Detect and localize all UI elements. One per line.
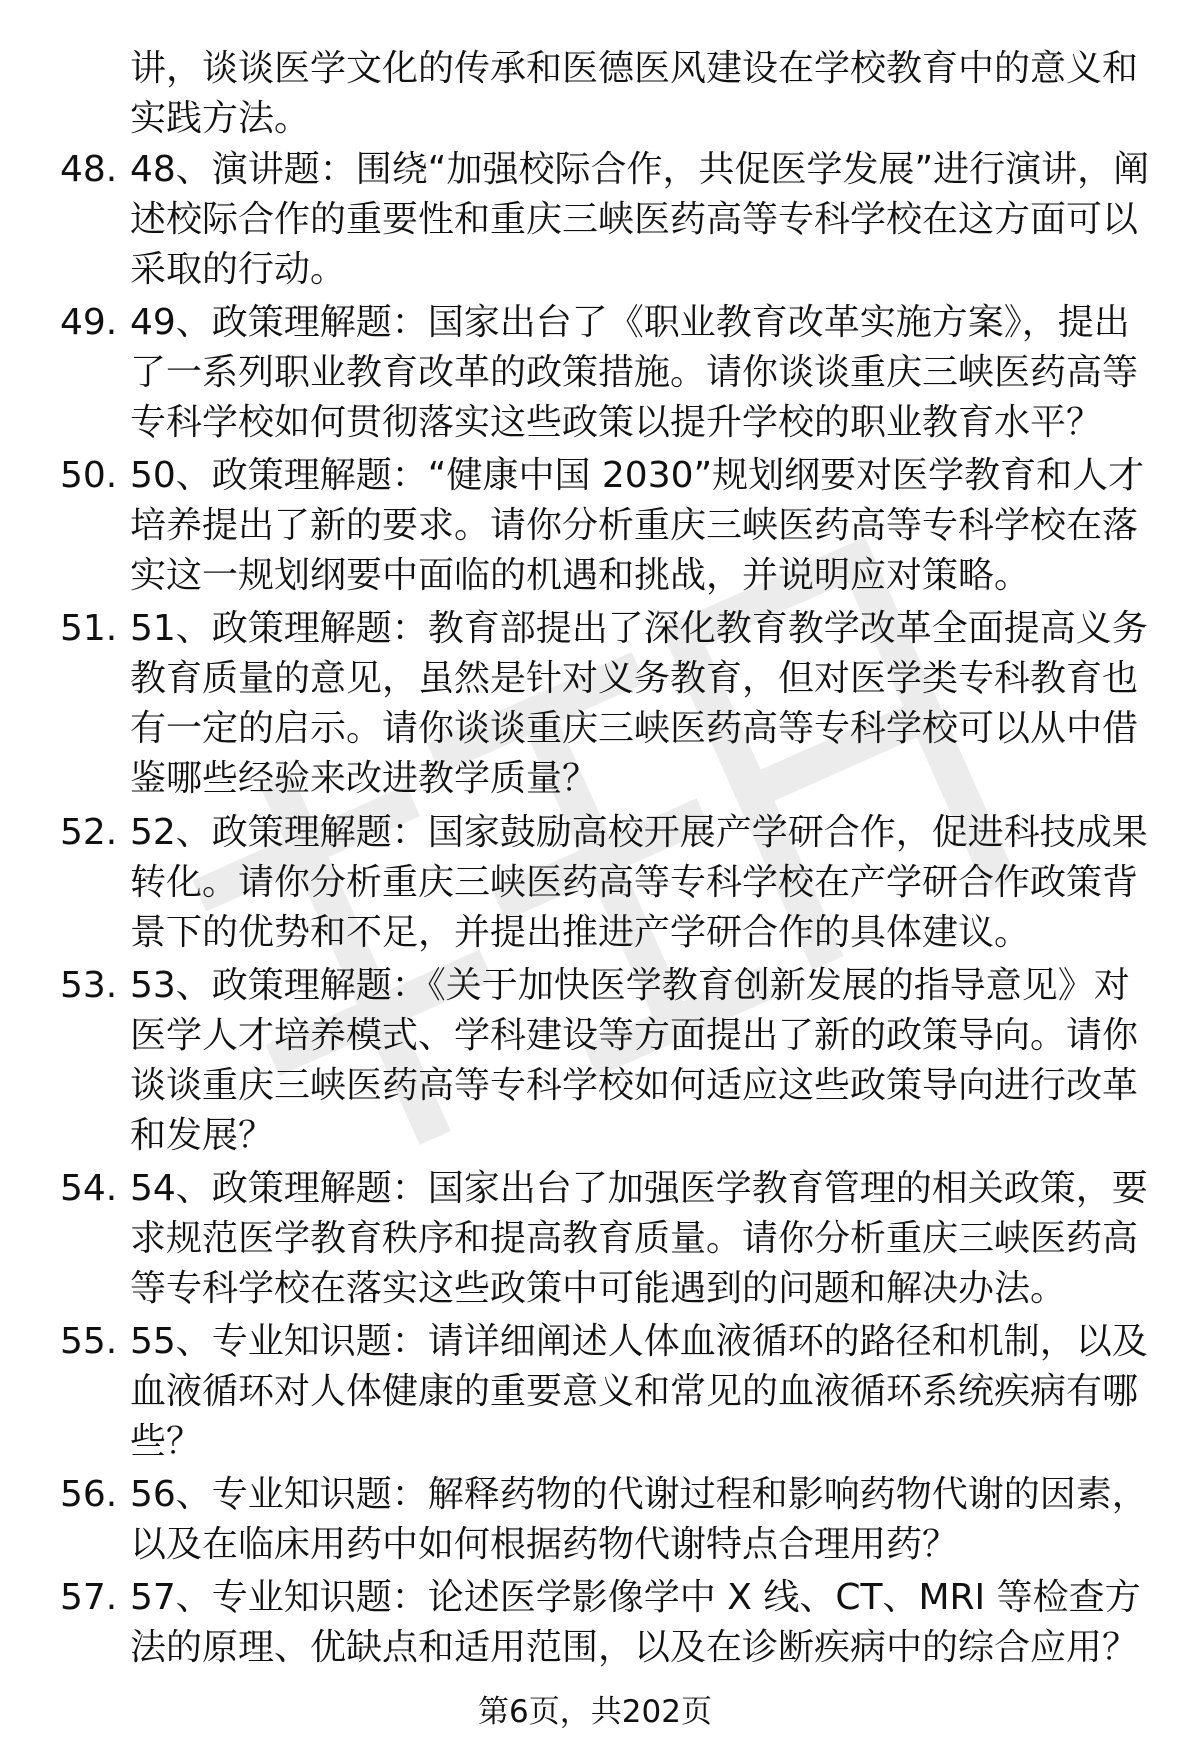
question-number: 53.	[60, 965, 118, 1006]
question-text: 50、政策理解题：“健康中国 2030”规划纲要对医学教育和人才培养提出了新的要求。请你分析重庆三峡医药高等专科学校在落实这一规划纲要中面临的机遇和挑战，并说明应对策略。	[130, 455, 1145, 596]
question-number: 51.	[60, 608, 118, 649]
question-number: 57.	[60, 1577, 118, 1618]
page-footer	[0, 1692, 1190, 1732]
question-text: 53、政策理解题：《关于加快医学教育创新发展的指导意见》对医学人才培养模式、学科建设等方面提出了新的政策导向。请你谈谈重庆三峡医药高等专科学校如何适应这些政策导向进行改革和发展？	[130, 965, 1139, 1156]
question-number: 50.	[60, 455, 118, 496]
continuation-paragraph: 讲，谈谈医学文化的传承和医德医风建设在学校教育中的意义和实践方法。	[130, 48, 1139, 139]
question-number: 52.	[60, 812, 118, 853]
question-text: 51、政策理解题：教育部提出了深化教育教学改革全面提高义务教育质量的意见，虽然是针对义务教育，但对医学类专科教育也有一定的启示。请你谈谈重庆三峡医药高等专科学校可以从中借鉴哪些经验来改进教学质量？	[130, 608, 1148, 799]
question-text: 57、专业知识题：论述医学影像学中 X 线、CT、MRI 等检查方法的原理、优缺点和适用范围，以及在诊断疾病中的综合应用？	[130, 1577, 1141, 1668]
question-number: 55.	[60, 1321, 118, 1362]
question-number: 49.	[60, 302, 118, 343]
question-text: 55、专业知识题：请详细阐述人体血液循环的路径和机制，以及血液循环对人体健康的重要意义和常见的血液循环系统疾病有哪些？	[130, 1321, 1148, 1462]
question-text: 49、政策理解题：国家出台了《职业教育改革实施方案》，提出了一系列职业教育改革的政策措施。请你谈谈重庆三峡医药高等专科学校如何贯彻落实这些政策以提升学校的职业教育水平？	[130, 302, 1139, 443]
question-number: 56.	[60, 1474, 118, 1515]
page-number-label: 第6页，共202页	[478, 1694, 712, 1730]
question-text: 56、专业知识题：解释药物的代谢过程和影响药物代谢的因素，以及在临床用药中如何根据药物代谢特点合理用药？	[130, 1474, 1148, 1565]
question-text: 54、政策理解题：国家出台了加强医学教育管理的相关政策，要求规范医学教育秩序和提高教育质量。请你分析重庆三峡医药高等专科学校在落实这些政策中可能遇到的问题和解决办法。	[130, 1168, 1148, 1309]
question-text: 48、演讲题：围绕“加强校际合作，共促医学发展”进行演讲，阐述校际合作的重要性和重庆三峡医药高等专科学校在这方面可以采取的行动。	[130, 149, 1150, 290]
question-number: 48.	[60, 149, 118, 190]
question-number: 54.	[60, 1168, 118, 1209]
question-text: 52、政策理解题：国家鼓励高校开展产学研合作，促进科技成果转化。请你分析重庆三峡医药高等专科学校在产学研合作政策背景下的优势和不足，并提出推进产学研合作的具体建议。	[130, 812, 1148, 953]
